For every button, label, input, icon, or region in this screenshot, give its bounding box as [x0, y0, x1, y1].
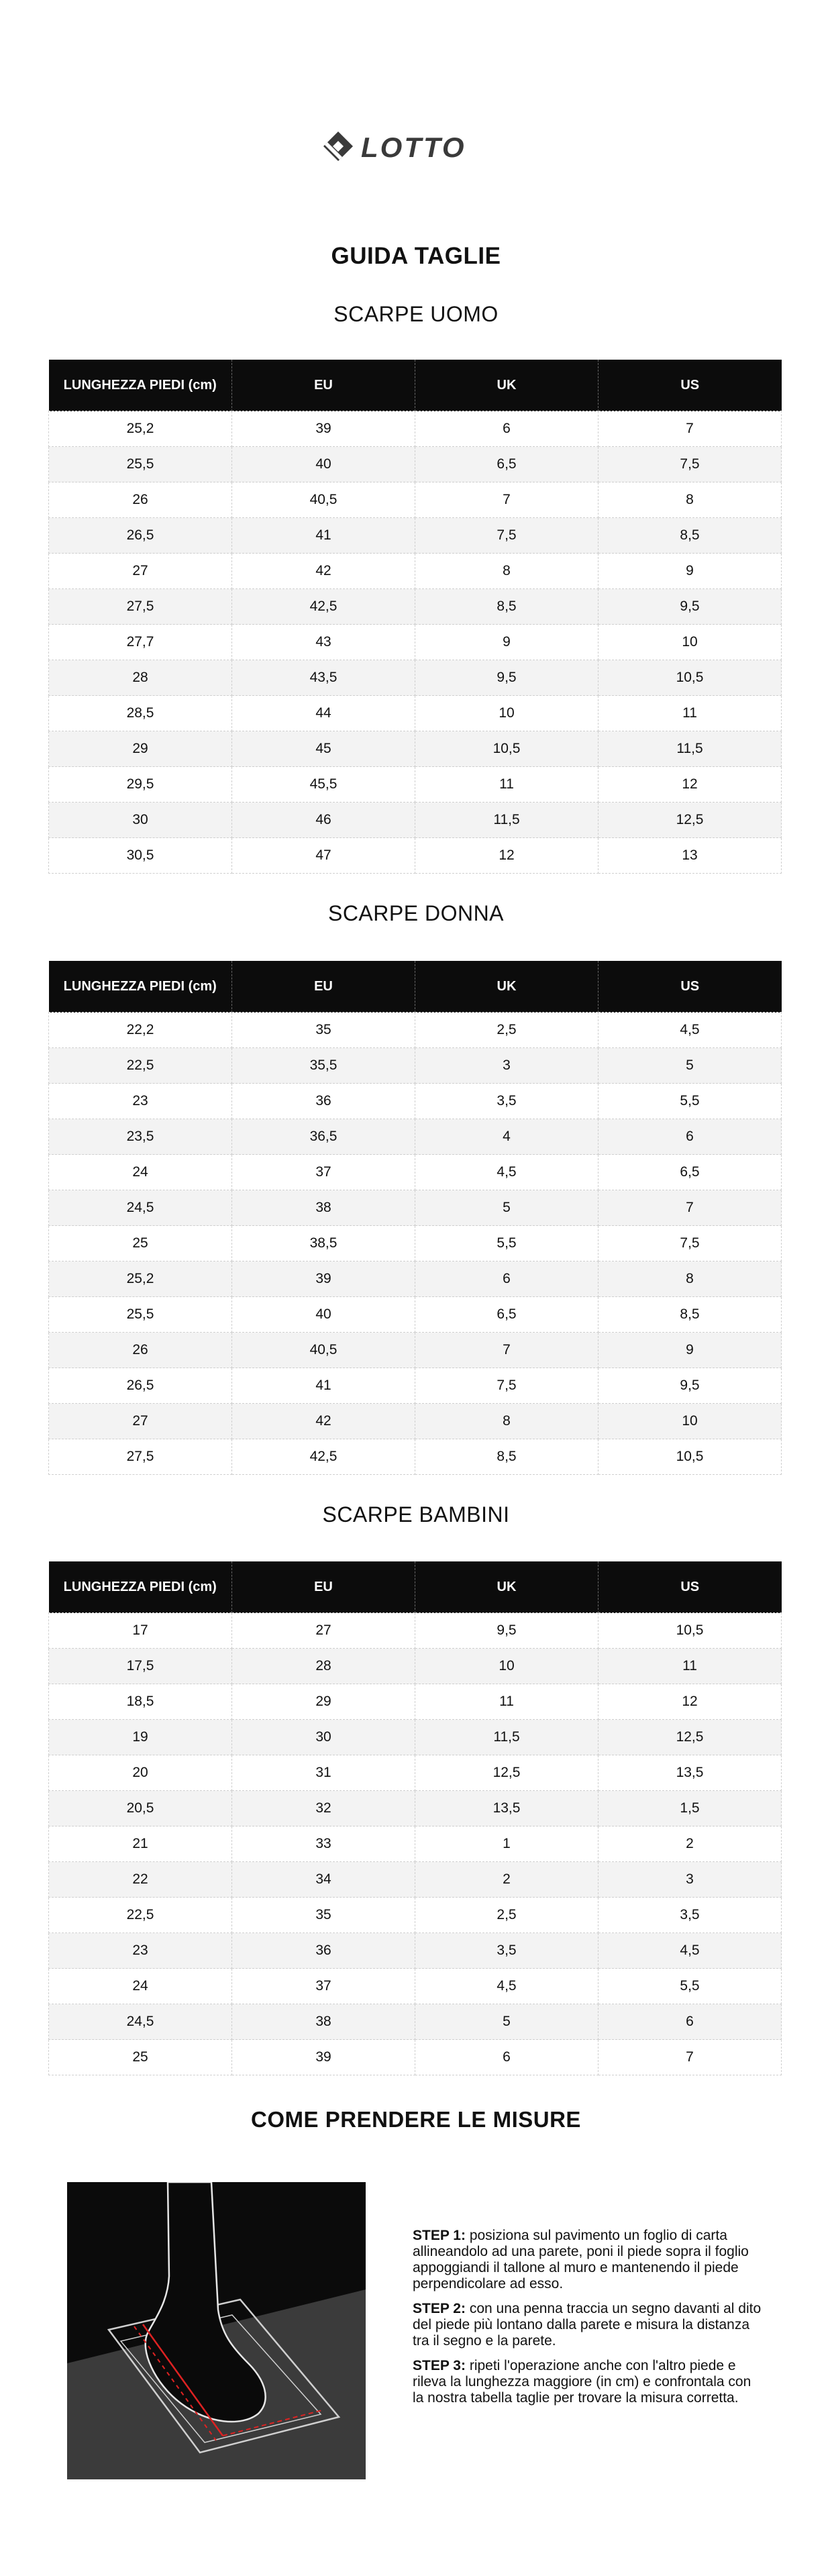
eu-cell: 36: [232, 1933, 415, 1969]
page-title: GUIDA TAGLIE: [331, 243, 501, 269]
eu-cell: 41: [232, 1368, 415, 1404]
uk-cell: 8,5: [415, 589, 599, 625]
table-row: [49, 1048, 782, 1084]
section-title-men: SCARPE UOMO: [333, 302, 499, 326]
table-row: [49, 518, 782, 554]
column-header-uk: UK: [415, 961, 599, 1013]
foot-length-cell: 18,5: [49, 1684, 232, 1720]
uk-cell: 6: [415, 2040, 599, 2075]
uk-cell: 2,5: [415, 1013, 599, 1048]
table-row: [49, 1613, 782, 1649]
foot-length-cell: 17,5: [49, 1649, 232, 1684]
us-cell: 11,5: [599, 731, 782, 767]
table-row: [49, 803, 782, 838]
uk-cell: 8: [415, 554, 599, 589]
eu-cell: 40: [232, 447, 415, 482]
us-cell: 8: [599, 1261, 782, 1297]
uk-cell: 12,5: [415, 1755, 599, 1791]
table-row: [49, 1297, 782, 1333]
table-row: [49, 1119, 782, 1155]
uk-cell: 3,5: [415, 1084, 599, 1119]
brand-name: LOTTO: [361, 132, 466, 163]
foot-length-cell: 22,2: [49, 1013, 232, 1048]
uk-cell: 2: [415, 1862, 599, 1898]
uk-cell: 3,5: [415, 1933, 599, 1969]
foot-length-cell: 27,5: [49, 589, 232, 625]
table-row: [49, 1649, 782, 1684]
foot-length-cell: 25,5: [49, 1297, 232, 1333]
eu-cell: 38: [232, 2004, 415, 2040]
eu-cell: 37: [232, 1969, 415, 2004]
column-header-eu: EU: [232, 961, 415, 1013]
uk-cell: 6: [415, 411, 599, 447]
uk-cell: 2,5: [415, 1898, 599, 1933]
uk-cell: 6,5: [415, 447, 599, 482]
foot-measure-illustration: [67, 2182, 366, 2479]
measure-steps: [413, 2228, 762, 2415]
us-cell: 10: [599, 1404, 782, 1439]
us-cell: 2: [599, 1826, 782, 1862]
foot-length-cell: 23: [49, 1933, 232, 1969]
foot-length-cell: 23: [49, 1084, 232, 1119]
table-row: [49, 447, 782, 482]
column-header-foot-length: LUNGHEZZA PIEDI (cm): [49, 360, 232, 411]
us-cell: 10,5: [599, 1439, 782, 1475]
foot-length-cell: 17: [49, 1613, 232, 1649]
step-3: [413, 2358, 762, 2406]
column-header-us: US: [599, 360, 782, 411]
us-cell: 7,5: [599, 1226, 782, 1261]
eu-cell: 36,5: [232, 1119, 415, 1155]
foot-length-cell: 22,5: [49, 1048, 232, 1084]
us-cell: 4,5: [599, 1013, 782, 1048]
foot-length-cell: 19: [49, 1720, 232, 1755]
step-3-label: STEP 3:: [413, 2358, 466, 2373]
foot-length-cell: 20,5: [49, 1791, 232, 1826]
section-title-kids: SCARPE BAMBINI: [322, 1502, 510, 1527]
uk-cell: 7,5: [415, 518, 599, 554]
step-1-text: posiziona sul pavimento un foglio di carta allineandolo ad una parete, poni il piede sopra il foglio appoggiandi il tallone al muro e mantenendo il piede perpendicolare ad esso.: [413, 2228, 749, 2291]
us-cell: 9: [599, 554, 782, 589]
us-cell: 5,5: [599, 1084, 782, 1119]
foot-length-cell: 28,5: [49, 696, 232, 731]
size-table-women: [48, 961, 782, 1475]
uk-cell: 6,5: [415, 1297, 599, 1333]
eu-cell: 42: [232, 1404, 415, 1439]
step-2: [413, 2301, 762, 2349]
section-title-women: SCARPE DONNA: [327, 901, 505, 925]
eu-cell: 41: [232, 518, 415, 554]
table-row: [49, 1720, 782, 1755]
foot-length-cell: 26,5: [49, 1368, 232, 1404]
column-header-uk: UK: [415, 1561, 599, 1613]
us-cell: 4,5: [599, 1933, 782, 1969]
column-header-us: US: [599, 961, 782, 1013]
uk-cell: 5: [415, 2004, 599, 2040]
us-cell: 6: [599, 1119, 782, 1155]
eu-cell: 43: [232, 625, 415, 660]
us-cell: 12,5: [599, 1720, 782, 1755]
eu-cell: 27: [232, 1613, 415, 1649]
eu-cell: 45,5: [232, 767, 415, 803]
uk-cell: 12: [415, 838, 599, 874]
uk-cell: 11: [415, 767, 599, 803]
eu-cell: 29: [232, 1684, 415, 1720]
foot-length-cell: 25,5: [49, 447, 232, 482]
uk-cell: 10: [415, 1649, 599, 1684]
eu-cell: 34: [232, 1862, 415, 1898]
step-1-label: STEP 1:: [413, 2228, 466, 2243]
uk-cell: 3: [415, 1048, 599, 1084]
step-2-label: STEP 2:: [413, 2301, 466, 2316]
foot-length-cell: 30: [49, 803, 232, 838]
us-cell: 13,5: [599, 1755, 782, 1791]
table-row: [49, 1826, 782, 1862]
eu-cell: 40: [232, 1297, 415, 1333]
foot-length-cell: 28: [49, 660, 232, 696]
us-cell: 8,5: [599, 518, 782, 554]
table-row: [49, 482, 782, 518]
eu-cell: 39: [232, 411, 415, 447]
eu-cell: 43,5: [232, 660, 415, 696]
eu-cell: 42: [232, 554, 415, 589]
us-cell: 11: [599, 696, 782, 731]
table-row: [49, 411, 782, 447]
uk-cell: 8: [415, 1404, 599, 1439]
uk-cell: 6: [415, 1261, 599, 1297]
eu-cell: 40,5: [232, 482, 415, 518]
uk-cell: 7: [415, 482, 599, 518]
eu-cell: 38,5: [232, 1226, 415, 1261]
uk-cell: 9,5: [415, 1613, 599, 1649]
us-cell: 7: [599, 411, 782, 447]
uk-cell: 11,5: [415, 803, 599, 838]
table-row: [49, 1368, 782, 1404]
us-cell: 8: [599, 482, 782, 518]
table-row: [49, 1933, 782, 1969]
table-row: [49, 1333, 782, 1368]
us-cell: 12,5: [599, 803, 782, 838]
table-row: [49, 660, 782, 696]
table-row: [49, 554, 782, 589]
foot-length-cell: 29,5: [49, 767, 232, 803]
foot-length-cell: 25: [49, 1226, 232, 1261]
us-cell: 9,5: [599, 1368, 782, 1404]
size-table-men: [48, 360, 782, 874]
us-cell: 6: [599, 2004, 782, 2040]
foot-length-cell: 23,5: [49, 1119, 232, 1155]
uk-cell: 13,5: [415, 1791, 599, 1826]
uk-cell: 4,5: [415, 1969, 599, 2004]
eu-cell: 33: [232, 1826, 415, 1862]
table-row: [49, 1969, 782, 2004]
foot-length-cell: 24,5: [49, 1190, 232, 1226]
uk-cell: 4,5: [415, 1155, 599, 1190]
foot-length-cell: 26: [49, 1333, 232, 1368]
step-2-text: con una penna traccia un segno davanti al dito del piede più lontano dalla parete e misura la distanza tra il segno e la parete.: [413, 2301, 762, 2349]
uk-cell: 9,5: [415, 660, 599, 696]
eu-cell: 30: [232, 1720, 415, 1755]
foot-length-cell: 21: [49, 1826, 232, 1862]
foot-length-cell: 25,2: [49, 411, 232, 447]
table-row: [49, 1404, 782, 1439]
us-cell: 9: [599, 1333, 782, 1368]
uk-cell: 4: [415, 1119, 599, 1155]
eu-cell: 37: [232, 1155, 415, 1190]
table-row: [49, 625, 782, 660]
foot-length-cell: 25,2: [49, 1261, 232, 1297]
table-row: [49, 838, 782, 874]
uk-cell: 8,5: [415, 1439, 599, 1475]
us-cell: 8,5: [599, 1297, 782, 1333]
foot-length-cell: 24: [49, 1969, 232, 2004]
us-cell: 12: [599, 1684, 782, 1720]
uk-cell: 7: [415, 1333, 599, 1368]
us-cell: 10,5: [599, 660, 782, 696]
table-row: [49, 1898, 782, 1933]
foot-length-cell: 27: [49, 554, 232, 589]
us-cell: 3: [599, 1862, 782, 1898]
uk-cell: 9: [415, 625, 599, 660]
foot-length-cell: 20: [49, 1755, 232, 1791]
table-row: [49, 1084, 782, 1119]
column-header-uk: UK: [415, 360, 599, 411]
uk-cell: 11,5: [415, 1720, 599, 1755]
table-row: [49, 1226, 782, 1261]
table-row: [49, 2040, 782, 2075]
column-header-us: US: [599, 1561, 782, 1613]
foot-length-cell: 24: [49, 1155, 232, 1190]
us-cell: 5: [599, 1048, 782, 1084]
table-row: [49, 1190, 782, 1226]
table-row: [49, 1755, 782, 1791]
us-cell: 9,5: [599, 589, 782, 625]
table-row: [49, 1439, 782, 1475]
foot-length-cell: 27,7: [49, 625, 232, 660]
eu-cell: 42,5: [232, 589, 415, 625]
eu-cell: 39: [232, 2040, 415, 2075]
table-row: [49, 1791, 782, 1826]
foot-length-cell: 27: [49, 1404, 232, 1439]
foot-length-cell: 29: [49, 731, 232, 767]
foot-length-cell: 26,5: [49, 518, 232, 554]
us-cell: 7,5: [599, 447, 782, 482]
column-header-eu: EU: [232, 1561, 415, 1613]
foot-length-cell: 30,5: [49, 838, 232, 874]
table-row: [49, 767, 782, 803]
uk-cell: 11: [415, 1684, 599, 1720]
eu-cell: 31: [232, 1755, 415, 1791]
eu-cell: 28: [232, 1649, 415, 1684]
step-3-text: ripeti l'operazione anche con l'altro piede e rileva la lunghezza maggiore (in cm) e confrontala con la nostra tabella taglie per trovare la misura corretta.: [413, 2358, 751, 2406]
measure-title: COME PRENDERE LE MISURE: [251, 2107, 581, 2132]
eu-cell: 32: [232, 1791, 415, 1826]
us-cell: 7: [599, 2040, 782, 2075]
us-cell: 5,5: [599, 1969, 782, 2004]
table-row: [49, 1013, 782, 1048]
lotto-logo: [322, 129, 511, 164]
step-1: [413, 2228, 762, 2292]
us-cell: 13: [599, 838, 782, 874]
us-cell: 6,5: [599, 1155, 782, 1190]
eu-cell: 38: [232, 1190, 415, 1226]
eu-cell: 46: [232, 803, 415, 838]
uk-cell: 10,5: [415, 731, 599, 767]
foot-length-cell: 24,5: [49, 2004, 232, 2040]
us-cell: 10,5: [599, 1613, 782, 1649]
eu-cell: 36: [232, 1084, 415, 1119]
table-row: [49, 1261, 782, 1297]
us-cell: 11: [599, 1649, 782, 1684]
us-cell: 7: [599, 1190, 782, 1226]
us-cell: 3,5: [599, 1898, 782, 1933]
eu-cell: 42,5: [232, 1439, 415, 1475]
size-table-kids: [48, 1561, 782, 2075]
uk-cell: 7,5: [415, 1368, 599, 1404]
us-cell: 1,5: [599, 1791, 782, 1826]
eu-cell: 39: [232, 1261, 415, 1297]
uk-cell: 1: [415, 1826, 599, 1862]
foot-length-cell: 25: [49, 2040, 232, 2075]
table-row: [49, 731, 782, 767]
foot-length-cell: 26: [49, 482, 232, 518]
table-row: [49, 2004, 782, 2040]
eu-cell: 45: [232, 731, 415, 767]
eu-cell: 47: [232, 838, 415, 874]
table-row: [49, 1862, 782, 1898]
foot-length-cell: 27,5: [49, 1439, 232, 1475]
uk-cell: 5: [415, 1190, 599, 1226]
table-row: [49, 589, 782, 625]
column-header-eu: EU: [232, 360, 415, 411]
table-row: [49, 1684, 782, 1720]
foot-length-cell: 22: [49, 1862, 232, 1898]
foot-length-cell: 22,5: [49, 1898, 232, 1933]
table-row: [49, 1155, 782, 1190]
eu-cell: 35: [232, 1013, 415, 1048]
column-header-foot-length: LUNGHEZZA PIEDI (cm): [49, 961, 232, 1013]
uk-cell: 10: [415, 696, 599, 731]
us-cell: 10: [599, 625, 782, 660]
uk-cell: 5,5: [415, 1226, 599, 1261]
table-row: [49, 696, 782, 731]
us-cell: 12: [599, 767, 782, 803]
eu-cell: 35,5: [232, 1048, 415, 1084]
column-header-foot-length: LUNGHEZZA PIEDI (cm): [49, 1561, 232, 1613]
eu-cell: 35: [232, 1898, 415, 1933]
eu-cell: 40,5: [232, 1333, 415, 1368]
eu-cell: 44: [232, 696, 415, 731]
